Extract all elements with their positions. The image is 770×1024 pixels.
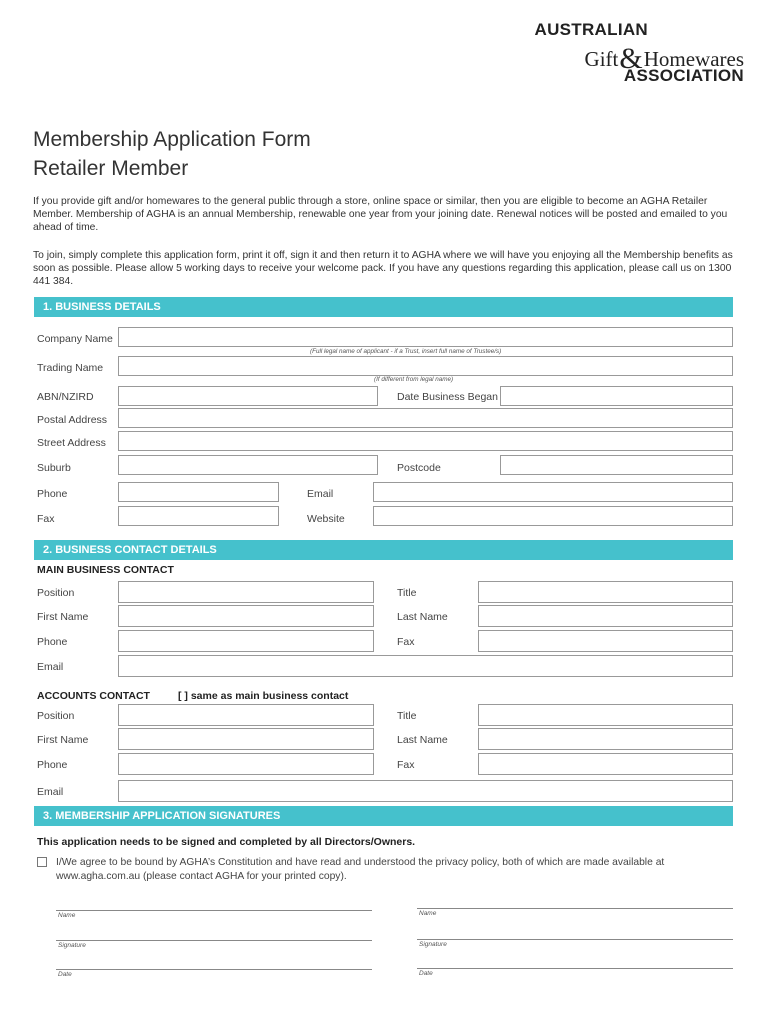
main-email-label: Email bbox=[37, 661, 64, 673]
signature-label-2: Signature bbox=[419, 941, 447, 948]
page-subtitle: Retailer Member bbox=[33, 157, 189, 180]
main-first-name-field[interactable] bbox=[118, 605, 374, 627]
main-position-field[interactable] bbox=[118, 581, 374, 603]
date-line-2[interactable] bbox=[417, 968, 733, 969]
abn-field[interactable] bbox=[118, 386, 378, 406]
logo-line-australian: AUSTRALIAN bbox=[534, 20, 648, 39]
postal-address-field[interactable] bbox=[118, 408, 733, 428]
suburb-label: Suburb bbox=[37, 462, 71, 474]
abn-label: ABN/NZIRD bbox=[37, 391, 94, 403]
same-as-main-option[interactable]: [ ] same as main business contact bbox=[178, 690, 349, 702]
main-fax-field[interactable] bbox=[478, 630, 733, 652]
accounts-contact-heading: ACCOUNTS CONTACT bbox=[37, 690, 150, 702]
main-last-name-label: Last Name bbox=[397, 611, 448, 623]
agree-text-line2: www.agha.com.au (please contact AGHA for your printed copy). bbox=[56, 871, 347, 882]
name-line-2[interactable] bbox=[417, 908, 733, 909]
main-title-field[interactable] bbox=[478, 581, 733, 603]
street-address-field[interactable] bbox=[118, 431, 733, 451]
date-label-1: Date bbox=[58, 971, 72, 978]
signature-line-2[interactable] bbox=[417, 939, 733, 940]
suburb-field[interactable] bbox=[118, 455, 378, 475]
accounts-last-name-label: Last Name bbox=[397, 734, 448, 746]
main-first-name-label: First Name bbox=[37, 611, 89, 623]
accounts-last-name-field[interactable] bbox=[478, 728, 733, 750]
accounts-first-name-label: First Name bbox=[37, 734, 89, 746]
trading-name-hint: (If different from legal name) bbox=[374, 376, 454, 383]
logo-line-association: ASSOCIATION bbox=[623, 66, 744, 85]
date-label-2: Date bbox=[419, 970, 433, 977]
section-contact-details-header: 2. BUSINESS CONTACT DETAILS bbox=[34, 540, 733, 560]
accounts-position-field[interactable] bbox=[118, 704, 374, 726]
trading-name-field[interactable] bbox=[118, 356, 733, 376]
intro-paragraph-2: To join, simply complete this application form, print it off, sign it and then return it to AGHA where we will have you enjoying all the Membership benefits as soon as possible. Please allow 5 working days to receive your welcome pack. If you have any questions regarding this application, please call us on 1300 441 384. bbox=[33, 250, 733, 287]
accounts-phone-label: Phone bbox=[37, 759, 68, 771]
accounts-fax-label: Fax bbox=[397, 759, 415, 771]
date-began-label: Date Business Began bbox=[397, 391, 498, 403]
company-name-label: Company Name bbox=[37, 333, 113, 345]
company-name-hint: (Full legal name of applicant - if a Trust, insert full name of Trustee/s) bbox=[310, 348, 502, 355]
postal-address-label: Postal Address bbox=[37, 414, 108, 426]
fax-label: Fax bbox=[37, 513, 55, 525]
main-contact-heading: MAIN BUSINESS CONTACT bbox=[37, 564, 174, 576]
logo-word-gift: Gift bbox=[584, 47, 619, 71]
signature-line-1[interactable] bbox=[56, 940, 372, 941]
website-field[interactable] bbox=[373, 506, 733, 526]
main-email-field[interactable] bbox=[118, 655, 733, 677]
accounts-position-label: Position bbox=[37, 710, 75, 722]
main-phone-field[interactable] bbox=[118, 630, 374, 652]
trading-name-label: Trading Name bbox=[37, 362, 104, 374]
logo-ampersand: & bbox=[619, 42, 643, 75]
accounts-fax-field[interactable] bbox=[478, 753, 733, 775]
postcode-label: Postcode bbox=[397, 462, 441, 474]
accounts-email-label: Email bbox=[37, 786, 64, 798]
phone-label: Phone bbox=[37, 488, 68, 500]
agha-logo bbox=[534, 20, 744, 85]
logo-word-homewares: Homewares bbox=[643, 47, 744, 71]
name-label-2: Name bbox=[419, 910, 437, 917]
postcode-field[interactable] bbox=[500, 455, 733, 475]
main-fax-label: Fax bbox=[397, 636, 415, 648]
email-label: Email bbox=[307, 488, 334, 500]
accounts-first-name-field[interactable] bbox=[118, 728, 374, 750]
main-title-label: Title bbox=[397, 587, 417, 599]
email-field[interactable] bbox=[373, 482, 733, 502]
phone-field[interactable] bbox=[118, 482, 279, 502]
page-title: Membership Application Form bbox=[33, 128, 311, 151]
agree-text-line1: I/We agree to be bound by AGHA’s Constitution and have read and understood the privacy policy, both of which are made available at bbox=[56, 857, 665, 868]
agree-checkbox[interactable] bbox=[37, 857, 47, 867]
accounts-title-field[interactable] bbox=[478, 704, 733, 726]
street-address-label: Street Address bbox=[37, 437, 106, 449]
company-name-field[interactable] bbox=[118, 327, 733, 347]
section-signatures-header: 3. MEMBERSHIP APPLICATION SIGNATURES bbox=[34, 806, 733, 826]
accounts-email-field[interactable] bbox=[118, 780, 733, 802]
intro-paragraph-1: If you provide gift and/or homewares to the general public through a store, online space or similar, then you are eligible to become an AGHA Retailer Member. Membership of AGHA is an annual Membership, renewable one year from your joining date. Renewal notices will be posted and emailed to you ahead of time. bbox=[33, 196, 728, 233]
accounts-title-label: Title bbox=[397, 710, 417, 722]
date-line-1[interactable] bbox=[56, 969, 372, 970]
signature-label-1: Signature bbox=[58, 942, 86, 949]
name-line-1[interactable] bbox=[56, 910, 372, 911]
accounts-phone-field[interactable] bbox=[118, 753, 374, 775]
section-business-details-header: 1. BUSINESS DETAILS bbox=[34, 297, 733, 317]
main-position-label: Position bbox=[37, 587, 75, 599]
signature-instruction: This application needs to be signed and completed by all Directors/Owners. bbox=[37, 836, 416, 848]
name-label-1: Name bbox=[58, 912, 76, 919]
main-phone-label: Phone bbox=[37, 636, 68, 648]
main-last-name-field[interactable] bbox=[478, 605, 733, 627]
website-label: Website bbox=[307, 513, 345, 525]
fax-field[interactable] bbox=[118, 506, 279, 526]
date-began-field[interactable] bbox=[500, 386, 733, 406]
